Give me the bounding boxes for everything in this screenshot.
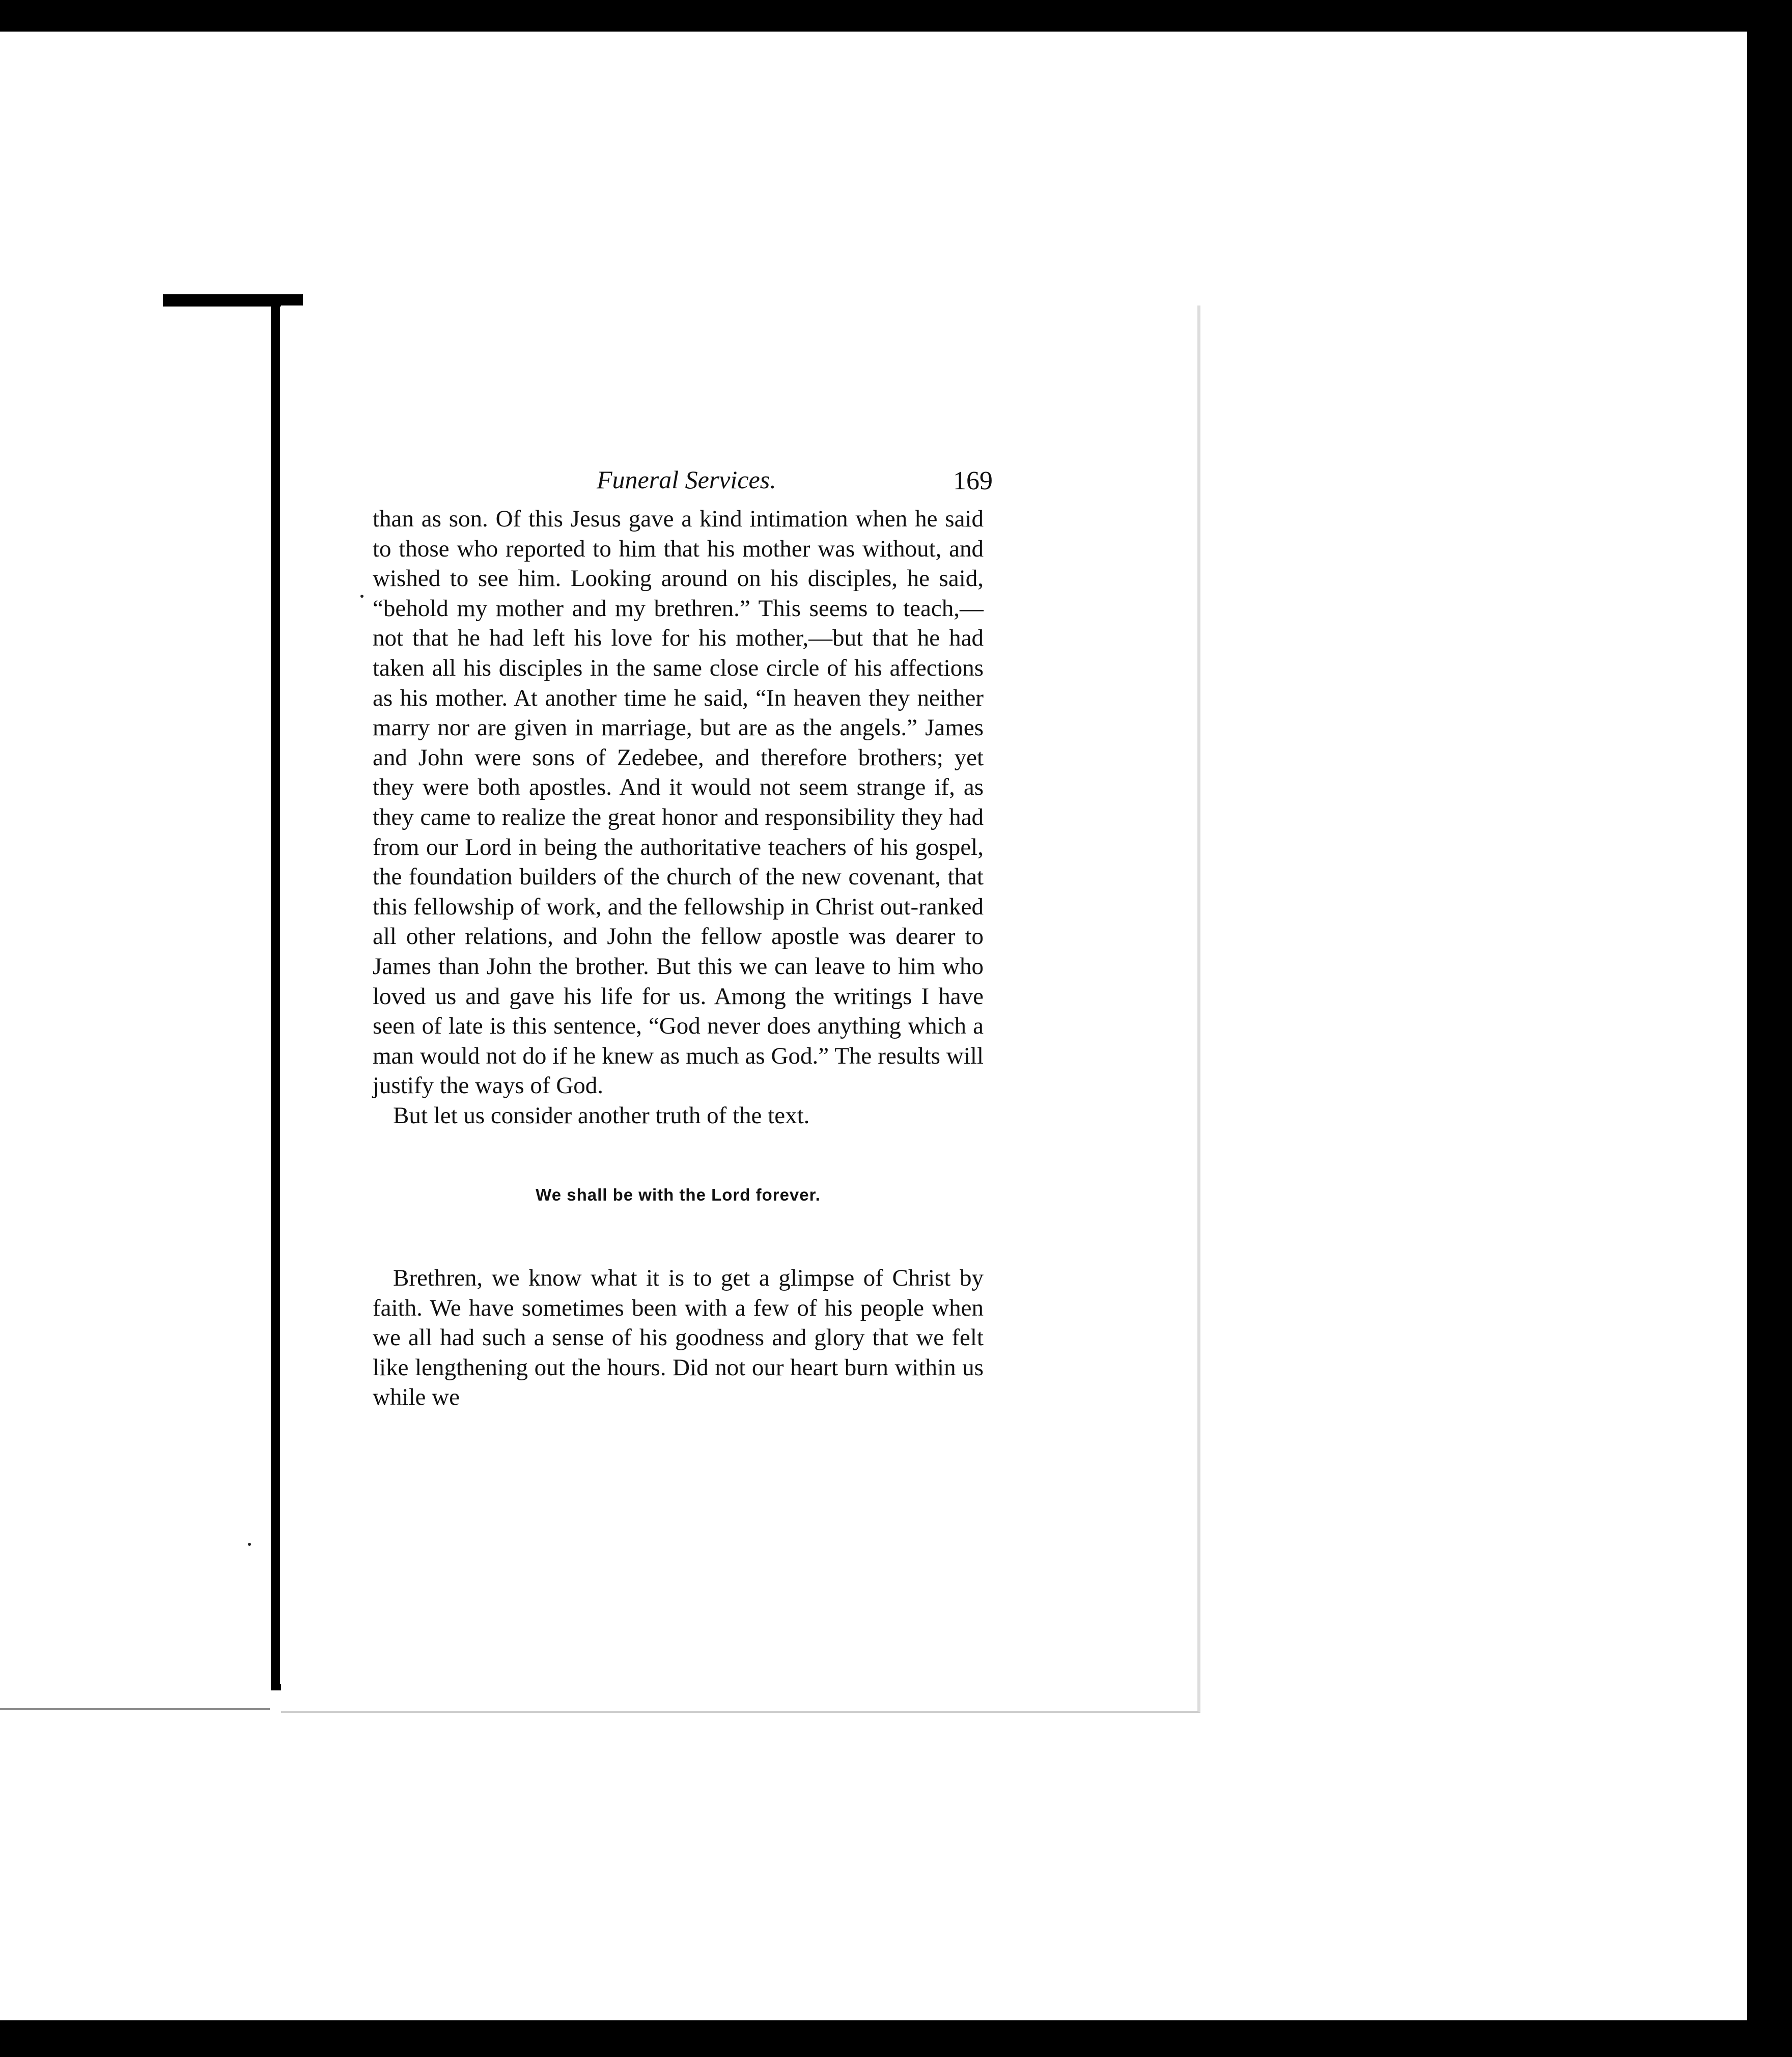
current-page	[281, 305, 1200, 1713]
paragraph: Brethren, we know what it is to get a glimpse of Christ by faith. We have sometimes been with a few of his people when we all had such a sense of his goodness and glory that we felt like lengthening out the hours. Did not our heart burn within us while we	[373, 1265, 984, 1411]
edge-mark	[1748, 1309, 1753, 1332]
sheet-edge	[1732, 32, 1747, 2020]
previous-page-top-rule	[163, 294, 303, 307]
paragraph: But let us consider another truth of the text.	[393, 1102, 810, 1129]
section-heading: We shall be with the Lord forever.	[536, 1185, 821, 1205]
running-title: Funeral Services.	[597, 465, 776, 494]
paragraph: than as son. Of this Jesus gave a kind intimation when he said to those who reported to him that his mother was without, and wished to see him. Looking around on his disciples, he said, “behold my mother and my brethren.” This seems to teach,—not that he had left his love for his mother,—but that he had taken all his disciples in the same close circle of his affections as his mother. At another time he said, “In heaven they neither marry nor are given in marriage, but are as the angels.” James and John were sons of Zedebee, and therefore brothers; yet they were both apostles. And it would not seem strange if, as they came to realize the great honor and responsibility they had from our Lord in being the authoritative teachers of his gospel, the foundation builders of the church of the new covenant, that this fellowship of work, and the fellowship in Christ out-ranked all other relations, and John the fellow apostle was dearer to James than John the brother. But this we can leave to him who loved us and gave his life for us. Among the writings I have seen of late is this sentence, “God never does anything which a man would not do if he knew as much as God.” The results will justify the ways of God.	[373, 506, 984, 1099]
body-text	[373, 504, 984, 1412]
page-number: 169	[953, 466, 993, 495]
speck	[360, 595, 363, 598]
speck	[248, 1543, 251, 1546]
book-spine	[271, 296, 280, 1689]
previous-page	[0, 303, 270, 1710]
